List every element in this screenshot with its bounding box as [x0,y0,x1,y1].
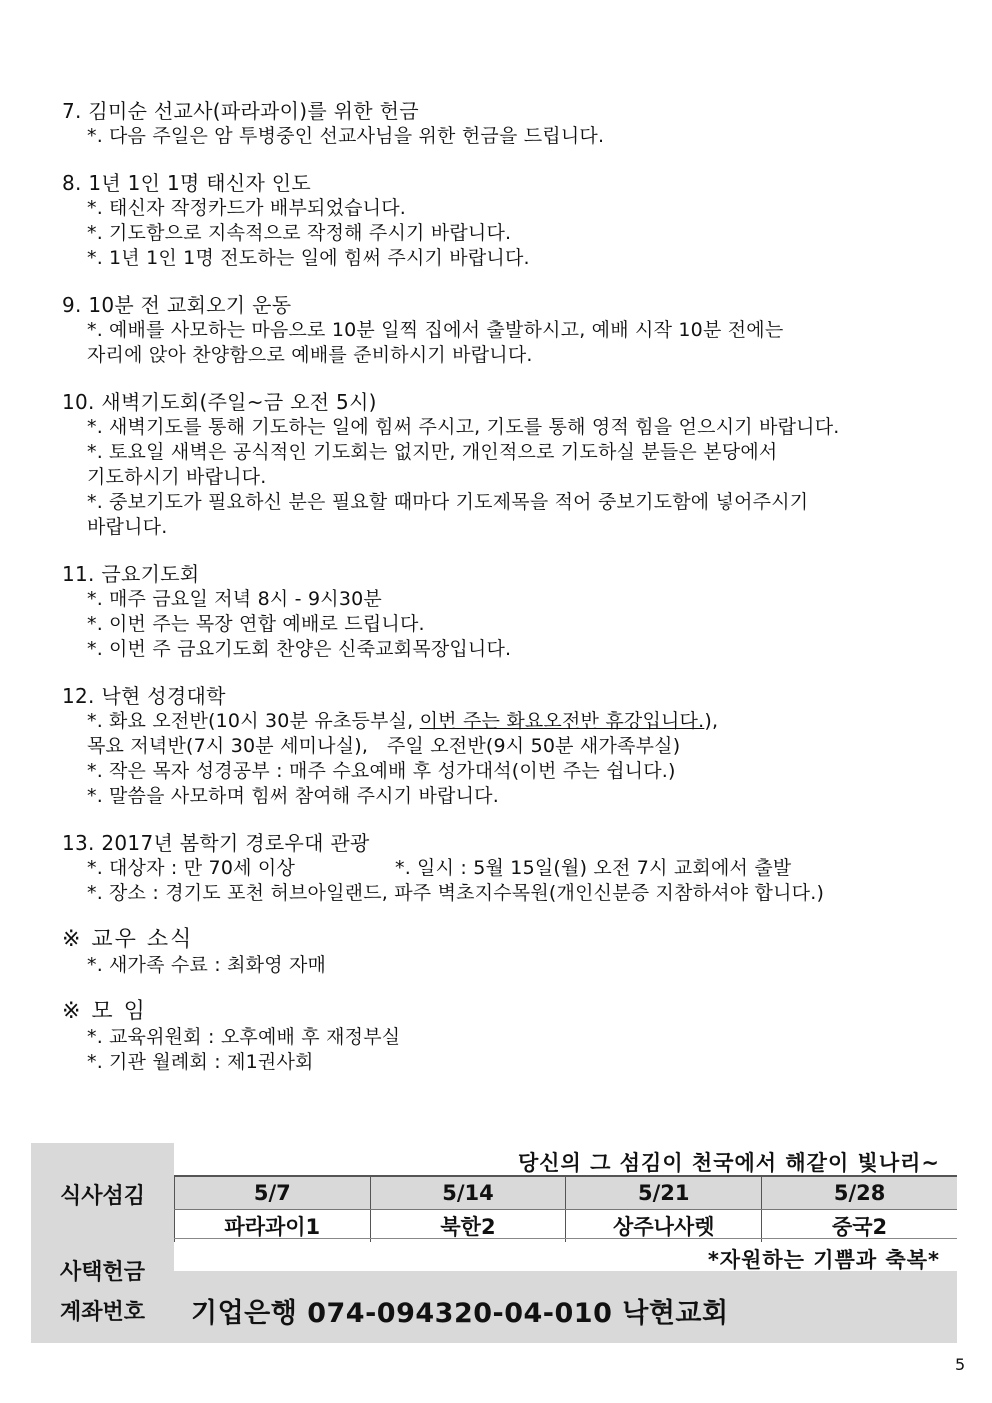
bullet: *. [87,1026,103,1048]
section-heading: 11. 금요기도회 [62,562,200,586]
bullet: *. [87,319,103,341]
bullet: *. [87,491,103,513]
divider [174,1238,957,1239]
group-cell: 상주나사렛 [566,1210,762,1243]
section-9 [62,292,952,368]
bulletin-content [62,98,952,1096]
date-cell: 5/28 [762,1176,957,1210]
bullet: *. [87,197,103,219]
list-item: *. 말씀을 사모하며 힘써 참여해 주시기 바랍니다. [87,785,499,807]
bullet: *. [87,125,103,147]
bullet: *. [87,441,103,463]
list-item: *. 화요 오전반(10시 30분 유초등부실, 이번 주는 화요오전반 휴강입니다.), [87,710,719,732]
list-item: *. 토요일 새벽은 공식적인 기도회는 없지만, 개인적으로 기도하실 분들은 본당에서 [87,441,778,463]
meal-service-label: 식사섬김 [59,1184,145,1209]
list-item: *. 작은 목자 성경공부 : 매주 수요예배 후 성가대석(이번 주는 쉽니다.) [87,760,676,782]
group-cell: 파라과이1 [175,1210,371,1243]
group-cell: 북한2 [370,1210,566,1243]
section-heading: 12. 낙현 성경대학 [62,684,226,708]
list-item-continuation: 바랍니다. [87,516,168,538]
offering-label: 사택헌금 [59,1260,145,1285]
bullet: *. [87,247,103,269]
list-item: *. 장소 : 경기도 포천 허브아일랜드, 파주 벽초지수목원(개인신분증 지참하셔야 합니다.) [87,882,825,904]
section-10 [62,389,952,540]
notice-title: ※ 교우 소식 [62,927,194,952]
date-cell: 5/7 [175,1176,371,1210]
list-item: *. 기관 월례회 : 제1권사회 [87,1051,314,1073]
list-item-continuation: 기도하시기 바랍니다. [87,466,267,488]
list-item: *. 기도함으로 지속적으로 작정해 주시기 바랍니다. [87,222,512,244]
list-item-continuation: 자리에 앉아 찬양함으로 예배를 준비하시기 바랍니다. [87,344,533,366]
list-item: *. 이번 주 금요기도회 찬양은 신죽교회목장입니다. [87,638,512,660]
notice-members [62,927,952,978]
section-7 [62,98,952,149]
bank-account: 기업은행 074-094320-04-010 낙현교회 [191,1298,729,1329]
service-box [31,1143,957,1343]
bullet: *. [87,222,103,244]
meal-schedule-table [174,1175,957,1242]
date-row [175,1176,958,1210]
bullet: *. [87,613,103,635]
section-12 [62,683,952,809]
bullet: *. [87,588,103,610]
list-item: *. 태신자 작정카드가 배부되었습니다. [87,197,407,219]
notice-title: ※ 모 임 [62,999,147,1024]
list-item: *. 1년 1인 1명 전도하는 일에 힘써 주시기 바랍니다. [87,247,530,269]
list-item: *. 예배를 사모하는 마음으로 10분 일찍 집에서 출발하시고, 예배 시작 10분 전에는 [87,319,784,341]
section-13 [62,830,952,906]
section-heading: 10. 새벽기도회(주일~금 오전 5시) [62,390,377,414]
slogan: 당신의 그 섬김이 천국에서 해같이 빛나리~ [517,1151,940,1175]
underlined-notice: 이번 주는 화요오전반 휴강입니다. [419,710,705,732]
section-heading: 7. 김미순 선교사(파라과이)를 위한 헌금 [62,99,419,123]
bullet: *. [87,760,103,782]
list-item: *. 새벽기도를 통해 기도하는 일에 힘써 주시고, 기도를 통해 영적 힘을 얻으시기 바랍니다. [87,416,840,438]
list-item: *. 대상자 : 만 70세 이상 *. 일시 : 5월 15일(월) 오전 7시 교회에서 출발 [87,857,792,879]
section-11 [62,561,952,662]
bullet: *. [87,416,103,438]
list-item: *. 다음 주일은 암 투병중인 선교사님을 위한 헌금을 드립니다. [87,125,605,147]
group-cell: 중국2 [762,1210,957,1243]
list-item: *. 중보기도가 필요하신 분은 필요할 때마다 기도제목을 적어 중보기도함에 넣어주시기 [87,491,809,513]
notice-meetings [62,999,952,1075]
account-label: 계좌번호 [59,1300,145,1325]
bullet: *. [87,638,103,660]
date-cell: 5/21 [566,1176,762,1210]
list-item: *. 새가족 수료 : 최화영 자매 [87,954,327,976]
bullet: *. [87,710,103,732]
list-item: *. 매주 금요일 저녁 8시 - 9시30분 [87,588,382,610]
bullet: *. [87,954,103,976]
service-panel [174,1143,957,1271]
bullet: *. [87,857,103,879]
section-heading: 13. 2017년 봄학기 경로우대 관광 [62,831,370,855]
page-number: 5 [955,1355,966,1374]
section-8 [62,170,952,271]
bullet: *. [395,857,411,879]
section-heading: 8. 1년 1인 1명 태신자 인도 [62,171,312,195]
date-cell: 5/14 [370,1176,566,1210]
list-item-continuation: 목요 저녁반(7시 30분 세미나실), 주일 오전반(9시 50분 새가족부실) [87,735,681,757]
list-item: *. 교육위원회 : 오후예배 후 재정부실 [87,1026,401,1048]
support-text: *자원하는 기쁨과 축복* [707,1248,940,1272]
bullet: *. [87,1051,103,1073]
bullet: *. [87,882,103,904]
list-item: *. 이번 주는 목장 연합 예배로 드립니다. [87,613,425,635]
section-heading: 9. 10분 전 교회오기 운동 [62,293,292,317]
bullet: *. [87,785,103,807]
